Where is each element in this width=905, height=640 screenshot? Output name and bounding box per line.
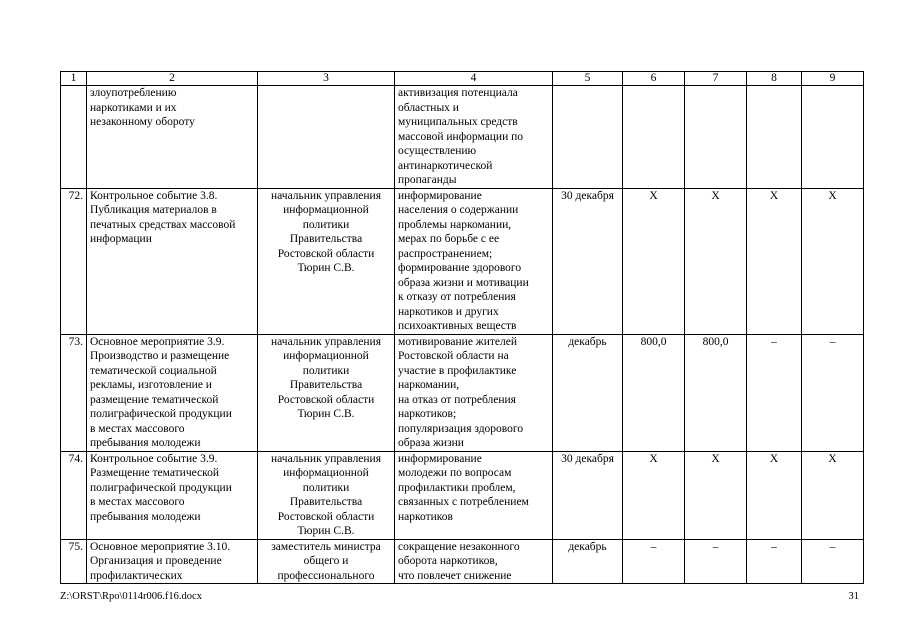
table-row <box>61 334 864 451</box>
header-col-4: 4 <box>395 72 553 86</box>
header-col-8: 8 <box>747 72 802 86</box>
value-cell-8: Х <box>747 451 802 539</box>
result-cell <box>395 334 553 451</box>
value-cell-6: Х <box>623 451 685 539</box>
value-cell-7 <box>685 86 747 189</box>
table-row <box>61 86 864 189</box>
value-cell-7: Х <box>685 451 747 539</box>
result-cell <box>395 188 553 334</box>
page-number: 31 <box>848 591 859 602</box>
header-col-1: 1 <box>61 72 87 86</box>
event-text: Контрольное событие 3.8. Публикация материалов в печатных средствах массовой информации <box>90 189 236 245</box>
date-cell: декабрь <box>553 539 623 584</box>
event-cell <box>87 334 258 451</box>
event-text: Основное мероприятие 3.10. Организация и проведение профилактических <box>90 540 231 582</box>
responsible-text: начальник управления информационной политики Правительства Ростовской области Тюрин С.В. <box>270 189 382 274</box>
value-cell-7: 800,0 <box>685 334 747 451</box>
footer-file-path: Z:\ORST\Rpo\0114r006.f16.docx <box>60 591 202 602</box>
date-cell <box>553 86 623 189</box>
responsible-text: начальник управления информационной политики Правительства Ростовской области Тюрин С.В. <box>270 335 382 420</box>
row-number: 73. <box>61 334 87 451</box>
value-cell-6: – <box>623 539 685 584</box>
value-cell-9: – <box>802 334 864 451</box>
value-cell-9: Х <box>802 188 864 334</box>
date-cell: 30 декабря <box>553 451 623 539</box>
result-text: сокращение незаконного оборота наркотиков, что повлечет снижение <box>398 540 520 582</box>
row-number: 75. <box>61 539 87 584</box>
date-cell: 30 декабря <box>553 188 623 334</box>
header-col-5: 5 <box>553 72 623 86</box>
value-cell-9: Х <box>802 451 864 539</box>
event-cell <box>87 451 258 539</box>
value-cell-7: Х <box>685 188 747 334</box>
value-cell-7: – <box>685 539 747 584</box>
value-cell-8 <box>747 86 802 189</box>
event-cell <box>87 188 258 334</box>
value-cell-8: – <box>747 334 802 451</box>
result-text: информирование молодежи по вопросам профилактики проблем, связанных с потреблением наркотиков <box>398 452 529 523</box>
event-text: Контрольное событие 3.9. Размещение тематической полиграфической продукции в местах массового пребывания молодежи <box>90 452 232 523</box>
date-cell: декабрь <box>553 334 623 451</box>
result-text: мотивирование жителей Ростовской области на участие в профилактике наркомании, на отказ от потребления наркотиков; популяризация здорового образа жизни <box>398 335 524 449</box>
value-cell-6: 800,0 <box>623 334 685 451</box>
value-cell-8: – <box>747 539 802 584</box>
responsible-text: заместитель министра общего и профессионального <box>271 540 381 582</box>
table-row <box>61 539 864 584</box>
result-text: информирование населения о содержании проблемы наркомании, мерах по борьбе с ее распространением; формирование здорового образа жизни и мотивации к отказу от потребления наркотиков и других психоактивных веществ <box>398 189 529 332</box>
responsible-cell <box>258 334 395 451</box>
result-text: активизация потенциала областных и муниципальных средств массовой информации по осуществлению антинаркотической пропаганды <box>398 87 524 186</box>
row-number: 74. <box>61 451 87 539</box>
result-cell <box>395 451 553 539</box>
responsible-cell <box>258 539 395 584</box>
column-number-header <box>61 72 864 86</box>
value-cell-6: Х <box>623 188 685 334</box>
table-row <box>61 451 864 539</box>
result-cell <box>395 86 553 189</box>
value-cell-9: – <box>802 539 864 584</box>
responsible-text: начальник управления информационной политики Правительства Ростовской области Тюрин С.В. <box>270 452 382 537</box>
event-text: злоупотреблению наркотиками и их незаконному обороту <box>90 87 195 128</box>
header-col-3: 3 <box>258 72 395 86</box>
table-row <box>61 188 864 334</box>
row-number <box>61 86 87 189</box>
result-cell <box>395 539 553 584</box>
header-col-7: 7 <box>685 72 747 86</box>
responsible-cell <box>258 451 395 539</box>
responsible-cell <box>258 86 395 189</box>
value-cell-6 <box>623 86 685 189</box>
responsible-cell <box>258 188 395 334</box>
plan-table <box>60 71 864 584</box>
header-col-6: 6 <box>623 72 685 86</box>
event-cell <box>87 539 258 584</box>
event-cell <box>87 86 258 189</box>
value-cell-8: Х <box>747 188 802 334</box>
header-col-2: 2 <box>87 72 258 86</box>
row-number: 72. <box>61 188 87 334</box>
header-col-9: 9 <box>802 72 864 86</box>
event-text: Основное мероприятие 3.9. Производство и размещение тематической социальной рекламы, изготовление и размещение тематической полиграфической продукции в местах массового пребывания молодежи <box>90 335 232 449</box>
value-cell-9 <box>802 86 864 189</box>
